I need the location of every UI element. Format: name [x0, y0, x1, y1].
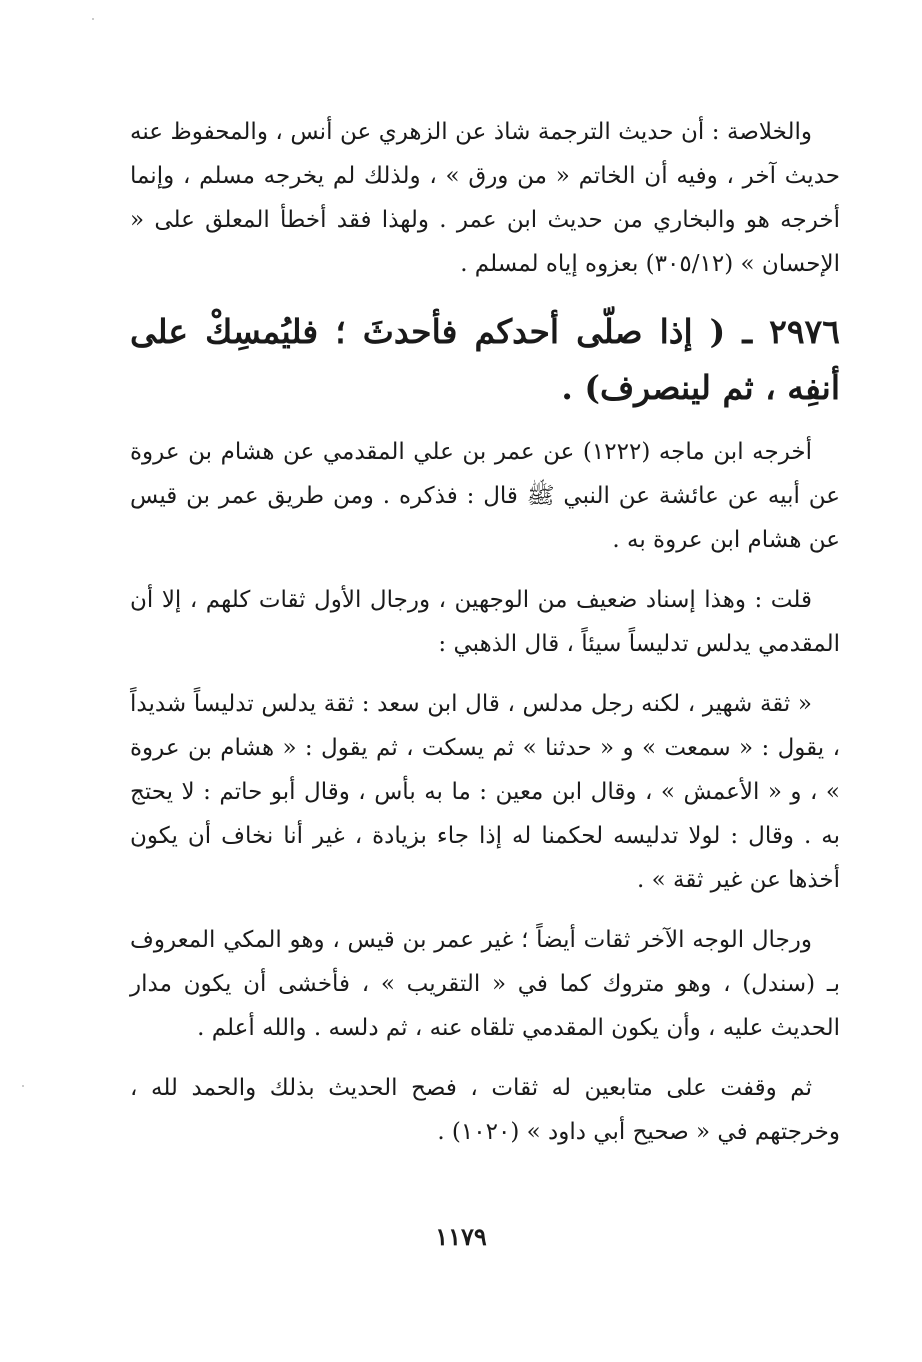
hadith-heading: ٢٩٧٦ ـ ( إذا صلّى أحدكم فأحدثَ ؛ فليُمسِكْ على أنفِه ، ثم لينصرف) .: [130, 312, 840, 407]
conclusion-paragraph: والخلاصة : أن حديث الترجمة شاذ عن الزهري عن أنس ، والمحفوظ عنه حديث آخر ، وفيه أن الخاتم « من ورق » ، ولذلك لم يخرجه مسلم ، وإنما أخرجه هو والبخاري من حديث ابن عمر . ولهذا فقد أخطأ المعلق على « الإحسان » (٣٠٥/١٢) بعزوه إياه لمسلم .: [130, 119, 840, 277]
scan-speck: [22, 1085, 24, 1087]
scan-speck: [92, 18, 94, 20]
dhahabi-quote-paragraph: « ثقة شهير ، لكنه رجل مدلس ، قال ابن سعد : ثقة يدلس تدليساً شديداً ، يقول : « سمعت » و « حدثنا » ثم يسكت ، ثم يقول : « هشام بن عروة » ، و « الأعمش » ، وقال ابن معين : ما به بأس ، وقال أبو حاتم : لا يحتج به . وقال : لولا تدليسه لحكمنا له إذا جاء بزيادة ، غير أنا نخاف أن يكون أخذها عن غير ثقة » .: [130, 691, 840, 893]
page-number: ١١٧٩: [435, 1222, 487, 1251]
takhrij-paragraph: أخرجه ابن ماجه (١٢٢٢) عن عمر بن علي المقدمي عن هشام بن عروة عن أبيه عن عائشة عن النبي ﷺ قال : فذكره . ومن طريق عمر بن قيس عن هشام ابن عروة به .: [130, 439, 840, 553]
isnad-paragraph: قلت : وهذا إسناد ضعيف من الوجهين ، ورجال الأول ثقات كلهم ، إلا أن المقدمي يدلس تدليساً سيئاً ، قال الذهبي :: [130, 587, 840, 657]
page-body: [130, 110, 840, 1170]
second-chain-paragraph: ورجال الوجه الآخر ثقات أيضاً ؛ غير عمر بن قيس ، وهو المكي المعروف بـ (سندل) ، وهو متروك كما في « التقريب » ، فأخشى أن يكون مدار الحديث عليه ، وأن يكون المقدمي تلقاه عنه ، ثم دلسه . والله أعلم .: [130, 927, 840, 1041]
followup-paragraph: ثم وقفت على متابعين له ثقات ، فصح الحديث بذلك والحمد لله ، وخرجتهم في « صحيح أبي داود » (١٠٢٠) .: [130, 1075, 840, 1145]
